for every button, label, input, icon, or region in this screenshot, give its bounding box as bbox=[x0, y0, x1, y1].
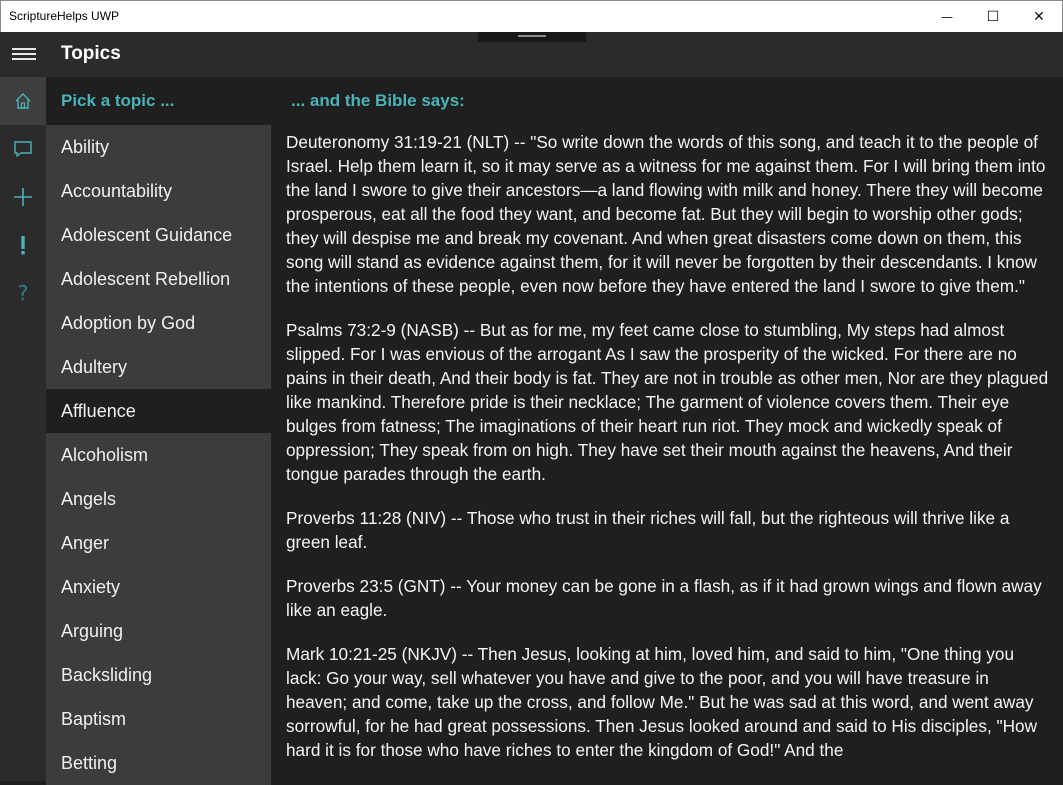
topic-list bbox=[46, 125, 271, 785]
topic-item-arguing[interactable]: Arguing bbox=[46, 609, 271, 653]
verse-text: Proverbs 11:28 (NIV) -- Those who trust in their riches will fall, but the righteous will thrive like a green leaf. bbox=[286, 508, 1010, 552]
exclamation-icon bbox=[13, 234, 33, 256]
topic-item-adultery[interactable]: Adultery bbox=[46, 345, 271, 389]
nav-chat-button[interactable] bbox=[0, 125, 46, 173]
window-title: ScriptureHelps UWP bbox=[9, 9, 120, 23]
home-icon bbox=[13, 91, 33, 111]
window-titlebar bbox=[0, 0, 1063, 32]
nav-add-button[interactable] bbox=[0, 173, 46, 221]
verse-text: Mark 10:21-25 (NKJV) -- Then Jesus, looking at him, loved him, and said to him, "One thing you lack: Go your way, sell whatever you have and give to the poor, and you will have treasure in heaven; and come, take up the cross, and follow Me." But he was sad at this word, and went away sorrowful, for he had great possessions. Then Jesus looked around and said to His disciples, "How hard it is for those who have riches to enter the kingdom of God!" And the bbox=[286, 644, 1037, 760]
hamburger-menu-button[interactable] bbox=[0, 32, 46, 77]
nav-rail bbox=[0, 77, 46, 781]
topic-item-alcoholism[interactable]: Alcoholism bbox=[46, 433, 271, 477]
nav-home-button[interactable] bbox=[0, 77, 46, 125]
page-title: Topics bbox=[61, 43, 121, 64]
nav-alert-button[interactable] bbox=[0, 221, 46, 269]
nav-help-button[interactable] bbox=[0, 269, 46, 317]
plus-icon bbox=[13, 187, 33, 207]
verse-text: Deuteronomy 31:19-21 (NLT) -- "So write down the words of this song, and teach it to the people of Israel. Help them learn it, so it may serve as a witness for me against them. For I will bring them into the land I swore to give their ancestors—a land flowing with milk and honey. There they will become prosperous, eat all the food they want, and become fat. But they will begin to worship other gods; they will despise me and break my covenant. And when great disasters come down on them, this song will stand as evidence against them, for it will never be forgotten by their descendants. I know the intentions of these people, even now before they have entered the land I swore to give them." bbox=[286, 132, 1046, 296]
topic-item-adolescent-rebellion[interactable]: Adolescent Rebellion bbox=[46, 257, 271, 301]
topic-item-adolescent-guidance[interactable]: Adolescent Guidance bbox=[46, 213, 271, 257]
topic-item-betting[interactable]: Betting bbox=[46, 741, 271, 785]
minimize-icon: — bbox=[941, 9, 953, 24]
drag-handle[interactable] bbox=[478, 32, 586, 42]
chat-icon bbox=[13, 139, 33, 159]
verse-list[interactable] bbox=[286, 130, 1050, 781]
topic-item-anger[interactable]: Anger bbox=[46, 521, 271, 565]
close-button[interactable] bbox=[1016, 1, 1062, 32]
content-header: ... and the Bible says: bbox=[291, 91, 465, 110]
topic-item-backsliding[interactable]: Backsliding bbox=[46, 653, 271, 697]
topics-header bbox=[46, 77, 271, 125]
topic-item-anxiety[interactable]: Anxiety bbox=[46, 565, 271, 609]
hamburger-icon bbox=[12, 48, 36, 50]
maximize-button[interactable] bbox=[970, 1, 1016, 32]
topics-header-label: Pick a topic ... bbox=[61, 91, 175, 110]
maximize-icon: ☐ bbox=[986, 8, 1000, 25]
close-icon: ✕ bbox=[1033, 8, 1045, 25]
grip-icon bbox=[518, 35, 546, 37]
verse-text: Proverbs 23:5 (GNT) -- Your money can be gone in a flash, as if it had grown wings and flown away like an eagle. bbox=[286, 576, 1042, 620]
verse-text: Psalms 73:2-9 (NASB) -- But as for me, my feet came close to stumbling, My steps had almost slipped. For I was envious of the arrogant As I saw the prosperity of the wicked. For there are no pains in their death, And their body is fat. They are not in trouble as other men, Nor are they plagued like mankind. Therefore pride is their necklace; The garment of violence covers them. Their eye bulges from fatness; The imaginations of their heart run riot. They mock and wickedly speak of oppression; They speak from on high. They have set their mouth against the heavens, And their tongue parades through the earth. bbox=[286, 320, 1049, 484]
topic-item-ability[interactable]: Ability bbox=[46, 125, 271, 169]
topic-item-baptism[interactable]: Baptism bbox=[46, 697, 271, 741]
topic-item-affluence[interactable]: Affluence bbox=[46, 389, 271, 433]
app-bar bbox=[0, 32, 1063, 77]
help-icon: ? bbox=[17, 281, 29, 305]
topic-item-adoption-by-god[interactable]: Adoption by God bbox=[46, 301, 271, 345]
topic-item-accountability[interactable]: Accountability bbox=[46, 169, 271, 213]
minimize-button[interactable] bbox=[924, 1, 970, 32]
topic-item-angels[interactable]: Angels bbox=[46, 477, 271, 521]
